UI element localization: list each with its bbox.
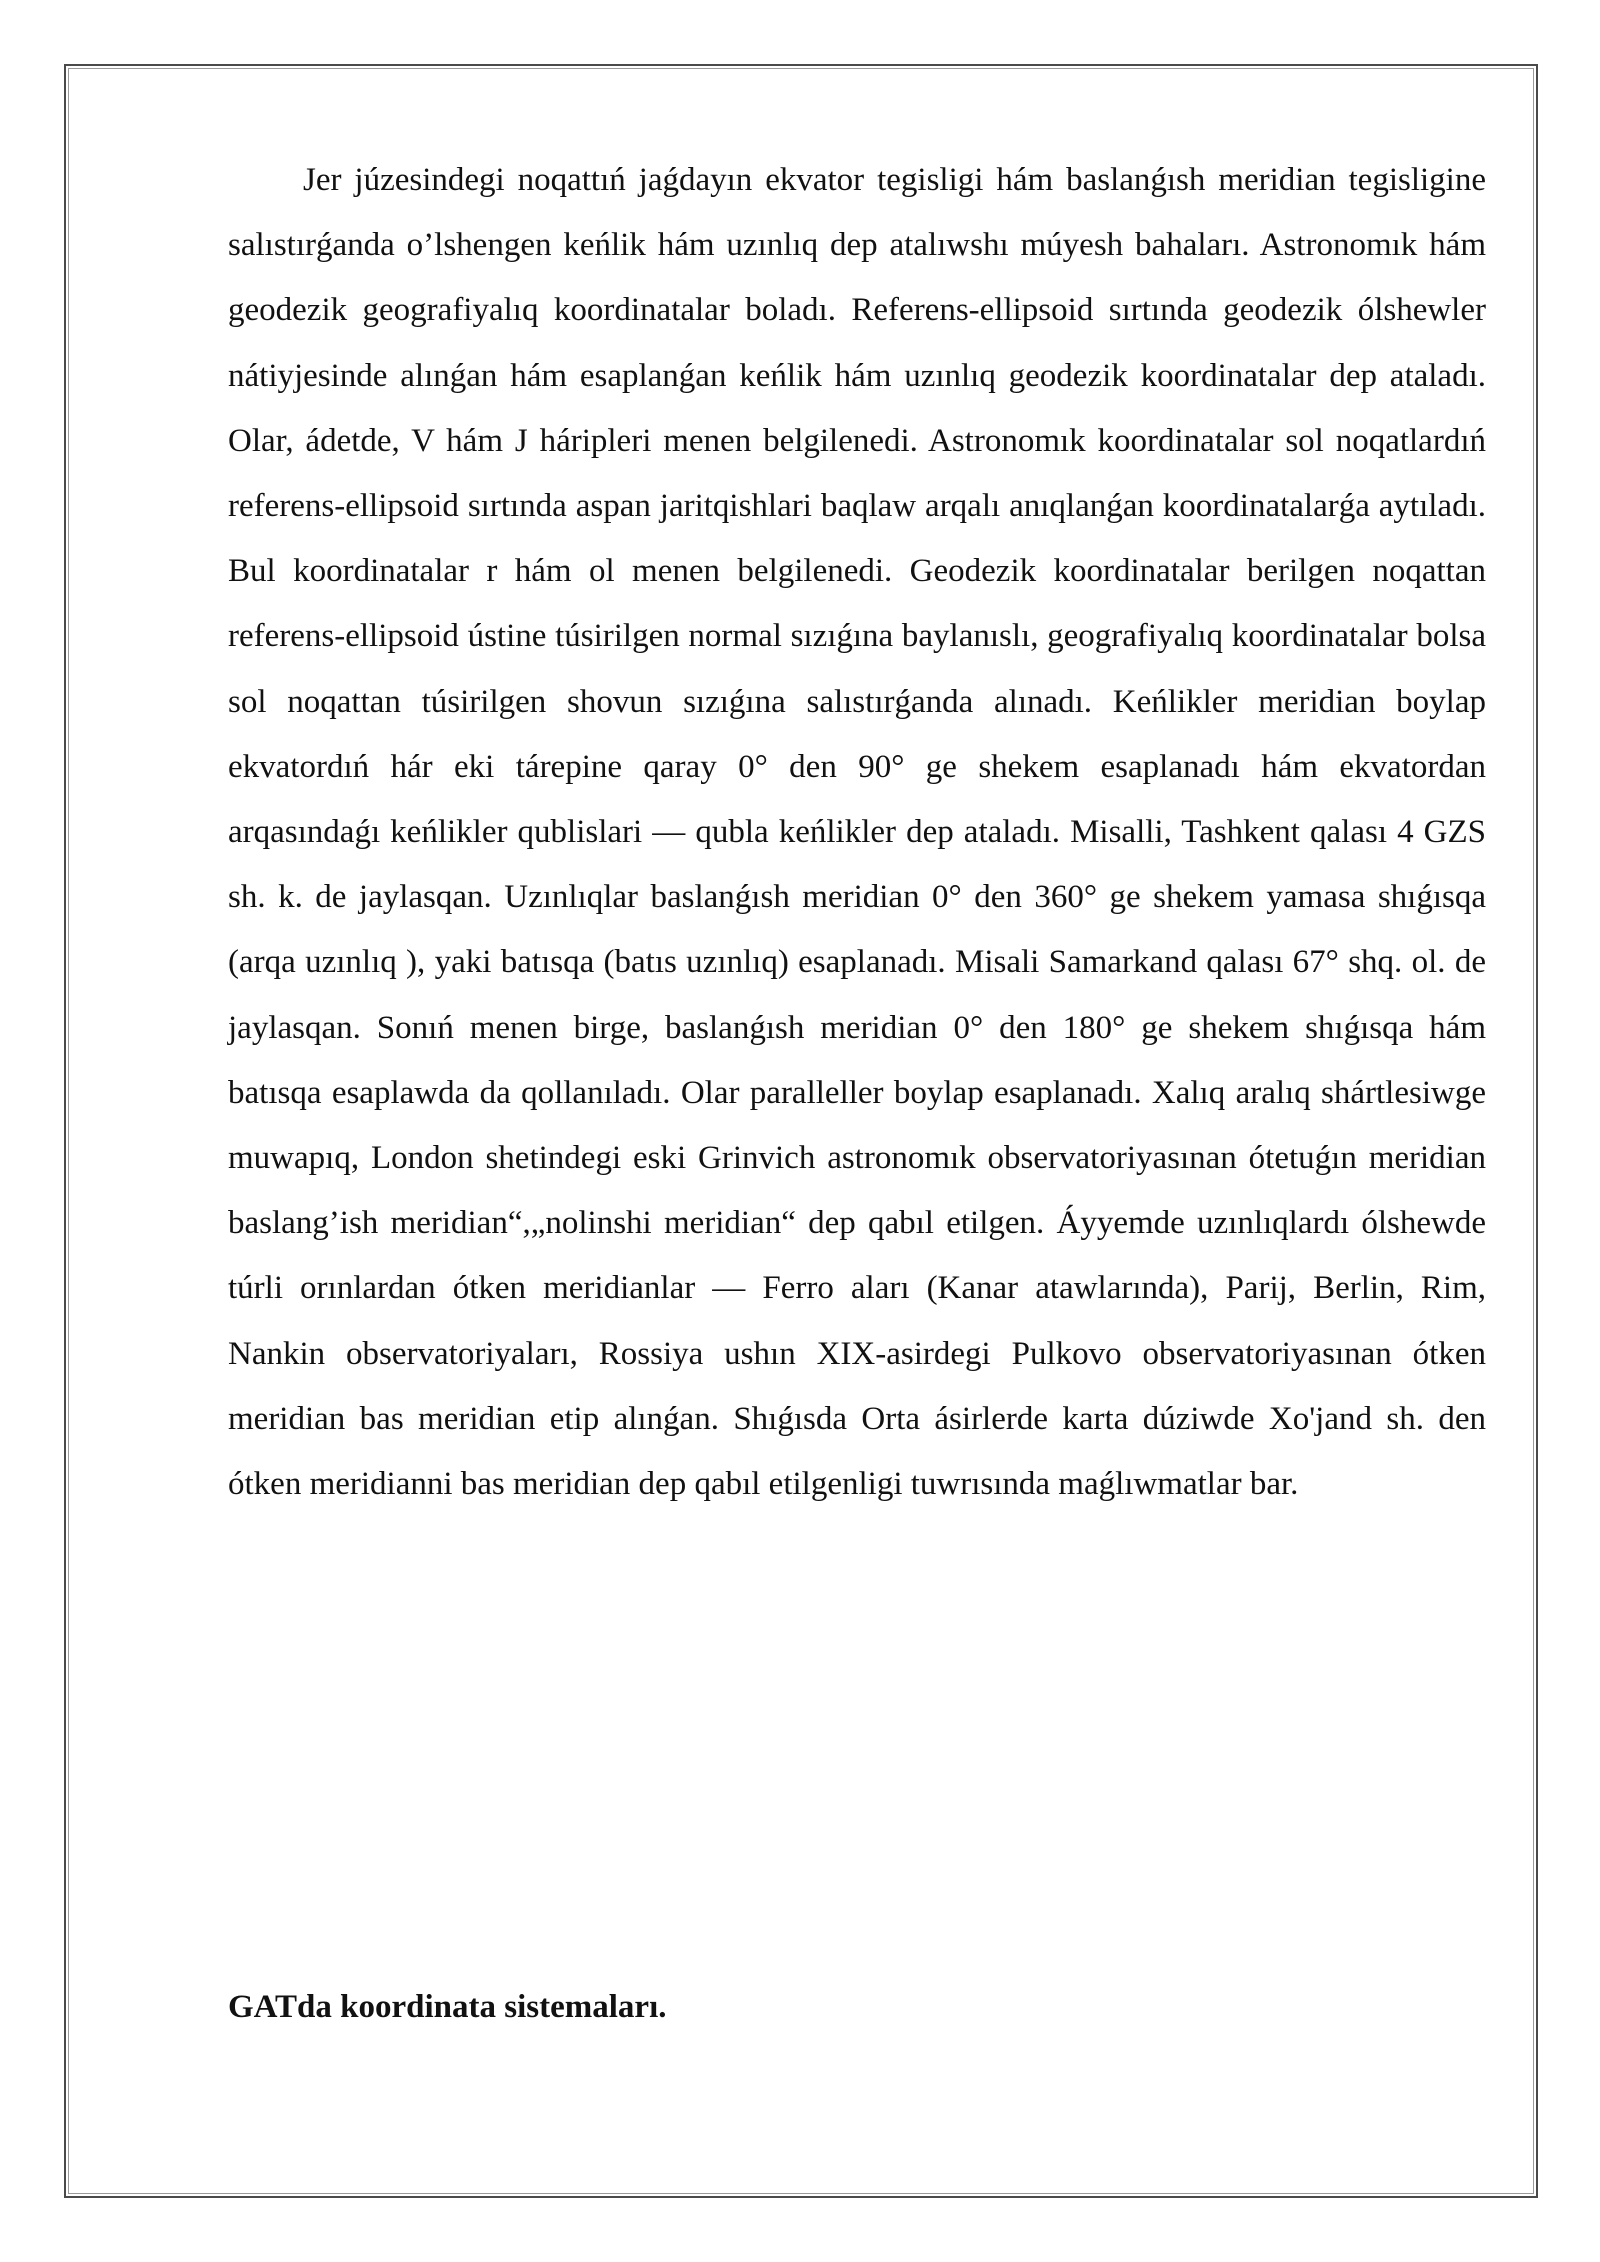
body-paragraph: Jer júzesindegi noqattıń jaǵdayın ekvator tegisligi hám baslanǵısh meridian tegisligine salıstırǵanda o’lshengen keńlik hám uzınlıq dep atalıwshı múyesh bahaları. Astronomık hám geodezik geografiyalıq koordinatalar boladı. Referens-ellipsoid sırtında geodezik ólshewler nátiyjesinde alınǵan hám esaplanǵan keńlik hám uzınlıq geodezik koordinatalar dep ataladı. Olar, ádetde, V hám J háripleri menen belgilenedi. Astronomık koordinatalar sol noqatlardıń referens-ellipsoid sırtında aspan jaritqishlari baqlaw arqalı anıqlanǵan koordinatalarǵa aytıladı. Bul koordinatalar r hám ol menen belgilenedi. Geodezik koordinatalar berilgen noqattan referens-ellipsoid ústine túsirilgen normal sızıǵına baylanıslı, geografiyalıq koordinatalar bolsa sol noqattan túsirilgen shovun sızıǵına salıstırǵanda alınadı. Keńlikler meridian boylap ekvatordıń hár eki tárepine qaray 0° den 90° ge shekem esaplanadı hám ekvatordan arqasındaǵı keńlikler qublislari — qubla keńlikler dep ataladı. Misalli, Tashkent qalası 4 GZS sh. k. de jaylasqan. Uzınlıqlar baslanǵısh meridian 0° den 360° ge shekem yamasa shıǵısqa (arqa uzınlıq ), yaki batısqa (batıs uzınlıq) esaplanadı. Misali Samarkand qalası 67° shq. ol. de jaylasqan. Sonıń menen birge, baslanǵısh meridian 0° den 180° ge shekem shıǵısqa hám batısqa esaplawda da qollanıladı. Olar paralleller boylap esaplanadı. Xalıq aralıq shártlesiwge muwapıq, London shetindegi eski Grinvich astronomık observatoriyasınan ótetuǵın meridian baslang’ish meridian“,„nolinshi meridian“ dep qabıl etilgen. Áyyemde uzınlıqlardı ólshewde túrli orınlardan ótken meridianlar — Ferro aları (Kanar atawlarında), Parij, Berlin, Rim, Nankin observatoriyaları, Rossiya ushın XIX-asirdegi Pulkovo observatoriyasınan ótken meridian bas meridian etip alınǵan. Shıǵısda Orta ásirlerde karta dúziwde Xo'jand sh. den ótken meridianni bas meridian dep qabıl etilgenligi tuwrısında maǵlıwmatlar bar. xyxy=(228,162,1486,1503)
section-heading: GATda koordinata sistemaları. xyxy=(228,1989,667,2025)
document-body xyxy=(228,148,1486,1517)
